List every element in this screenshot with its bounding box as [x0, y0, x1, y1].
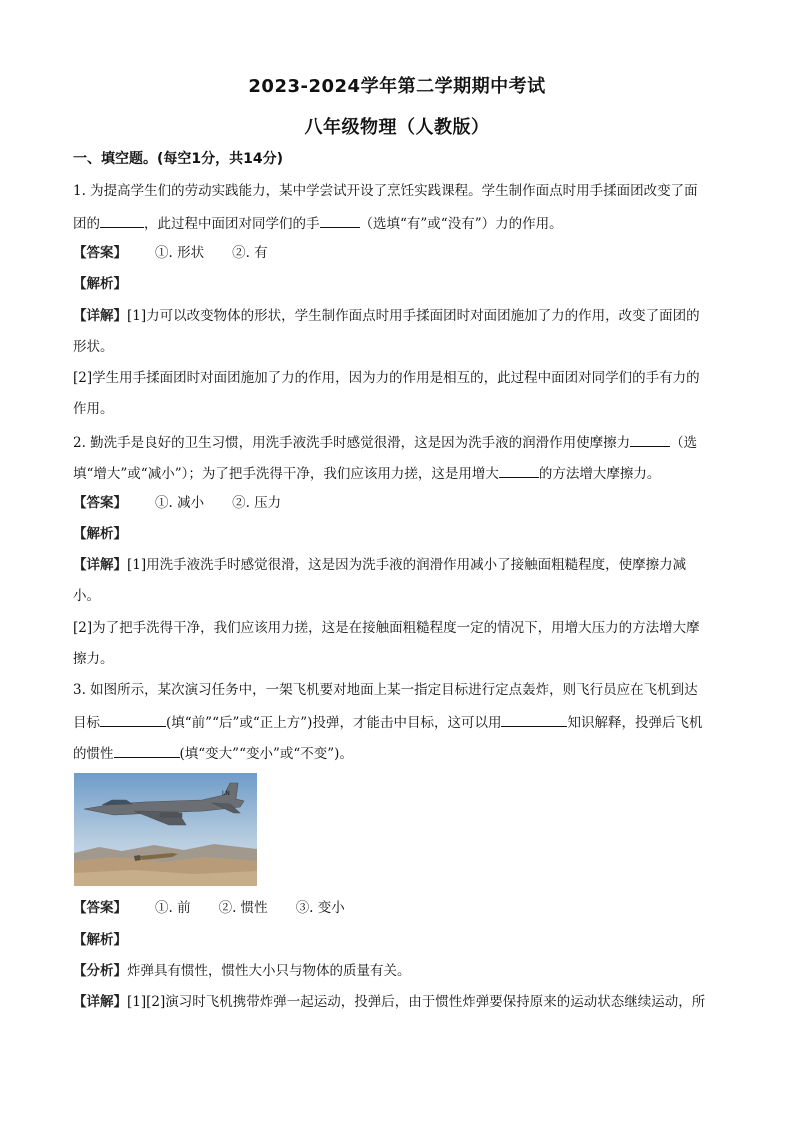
analysis-tag: 【解析】	[73, 526, 127, 542]
q1-detail-line4: 作用。	[73, 401, 114, 417]
q3-answer-line	[73, 899, 723, 917]
q3-fenxi-line	[73, 962, 723, 980]
q2-answer-line	[73, 494, 723, 512]
answer-option: ①. 前	[155, 900, 191, 916]
q3-stem-text: (填“变大”“变小”或“不变”)。	[179, 746, 353, 762]
q3-stem-text: 知识解释，投弹后飞机	[567, 715, 703, 731]
jet-marking: LN	[222, 790, 230, 797]
q1-stem-text: （选填“有”或“没有”）力的作用。	[359, 216, 563, 232]
q2-stem-text: 填“增大”或“减小”）；为了把手洗得干净，我们应该用力搓，这是用增大	[73, 466, 499, 482]
analysis-tag: 【解析】	[73, 932, 127, 948]
q2-detail-line1	[73, 556, 723, 574]
exam-subtitle: 八年级物理（人教版）	[304, 117, 490, 138]
section-heading: 一、填空题。(每空1分，共14分)	[73, 151, 284, 167]
q3-detail-line1	[73, 993, 723, 1011]
answer-blank	[499, 463, 539, 478]
detail-text: [1]用洗手液洗手时感觉很滑，这是因为洗手液的润滑作用减小了接触面粗糙程度，使摩擦力减	[127, 557, 687, 573]
q1-answer-line	[73, 244, 723, 262]
q2-detail-line2: 小。	[73, 588, 100, 604]
detail-text: [1]力可以改变物体的形状，学生制作面点时用手揉面团时对面团施加了力的作用，改变了面团的	[127, 308, 700, 324]
q1-stem-line1: 1. 为提高学生们的劳动实践能力，某中学尝试开设了烹饪实践课程。学生制作面点时用手揉面团改变了面	[73, 183, 698, 199]
answer-option: ①. 减小	[155, 495, 205, 511]
answer-blank	[100, 712, 166, 727]
answer-tag: 【答案】	[73, 245, 127, 261]
detail-tag: 【详解】	[73, 557, 127, 573]
q2-stem-line1	[73, 432, 723, 452]
q2-stem-text: 的方法增大摩擦力。	[538, 466, 661, 482]
q1-detail-line1	[73, 307, 723, 325]
q2-stem-text: 2. 勤洗手是良好的卫生习惯，用洗手液洗手时感觉很滑，这是因为洗手液的润滑作用使摩擦力	[73, 435, 631, 451]
fenxi-text: 炸弹具有惯性，惯性大小只与物体的质量有关。	[127, 963, 411, 979]
answer-blank	[501, 712, 567, 727]
q1-stem-text: 团的	[73, 216, 100, 232]
detail-tag: 【详解】	[73, 994, 127, 1010]
q3-analysis-tag	[73, 931, 723, 949]
q2-detail-line4: 擦力。	[73, 651, 114, 667]
q3-stem-text: 目标	[73, 715, 100, 731]
q2-analysis-tag	[73, 525, 723, 543]
answer-option: ②. 惯性	[218, 900, 268, 916]
detail-text: [1][2]演习时飞机携带炸弹一起运动，投弹后，由于惯性炸弹要保持原来的运动状态继续运动，所	[127, 994, 706, 1010]
answer-option: ①. 形状	[155, 245, 205, 261]
analysis-tag: 【解析】	[73, 276, 127, 292]
q1-detail-line3: [2]学生用手揉面团时对面团施加了力的作用，因为力的作用是相互的，此过程中面团对同学们的手有力的	[73, 370, 700, 386]
answer-option: ③. 变小	[295, 900, 345, 916]
q1-analysis-tag	[73, 275, 723, 293]
answer-blank	[100, 213, 144, 228]
answer-blank	[114, 743, 180, 758]
q1-detail-line2: 形状。	[73, 339, 114, 355]
answer-blank	[630, 432, 670, 447]
answer-option: ②. 有	[232, 245, 268, 261]
q3-stem-line1: 3. 如图所示，某次演习任务中，一架飞机要对地面上某一指定目标进行定点轰炸，则飞行员应在飞机到达	[73, 682, 698, 698]
answer-tag: 【答案】	[73, 495, 127, 511]
answer-tag: 【答案】	[73, 900, 127, 916]
q3-stem-text: 的惯性	[73, 746, 114, 762]
answer-option: ②. 压力	[232, 495, 282, 511]
q3-stem-line3	[73, 743, 723, 763]
q1-stem-line2	[73, 213, 723, 233]
fenxi-tag: 【分析】	[73, 963, 127, 979]
q1-stem-text: ，此过程中面团对同学们的手	[144, 216, 320, 232]
q3-stem-text: (填“前”“后”或“正上方”)投弹，才能击中目标，这可以用	[166, 715, 502, 731]
answer-blank	[320, 213, 360, 228]
detail-tag: 【详解】	[73, 308, 127, 324]
q2-stem-line2	[73, 463, 723, 483]
q2-detail-line3: [2]为了把手洗得干净，我们应该用力搓，这是在接触面粗糙程度一定的情况下，用增大压力的方法增大摩	[73, 620, 700, 636]
q2-stem-text: （选	[670, 435, 698, 451]
exam-title: 2023-2024学年第二学期期中考试	[248, 76, 546, 97]
fighter-jet-photo	[74, 773, 257, 886]
q3-stem-line2	[73, 712, 723, 732]
